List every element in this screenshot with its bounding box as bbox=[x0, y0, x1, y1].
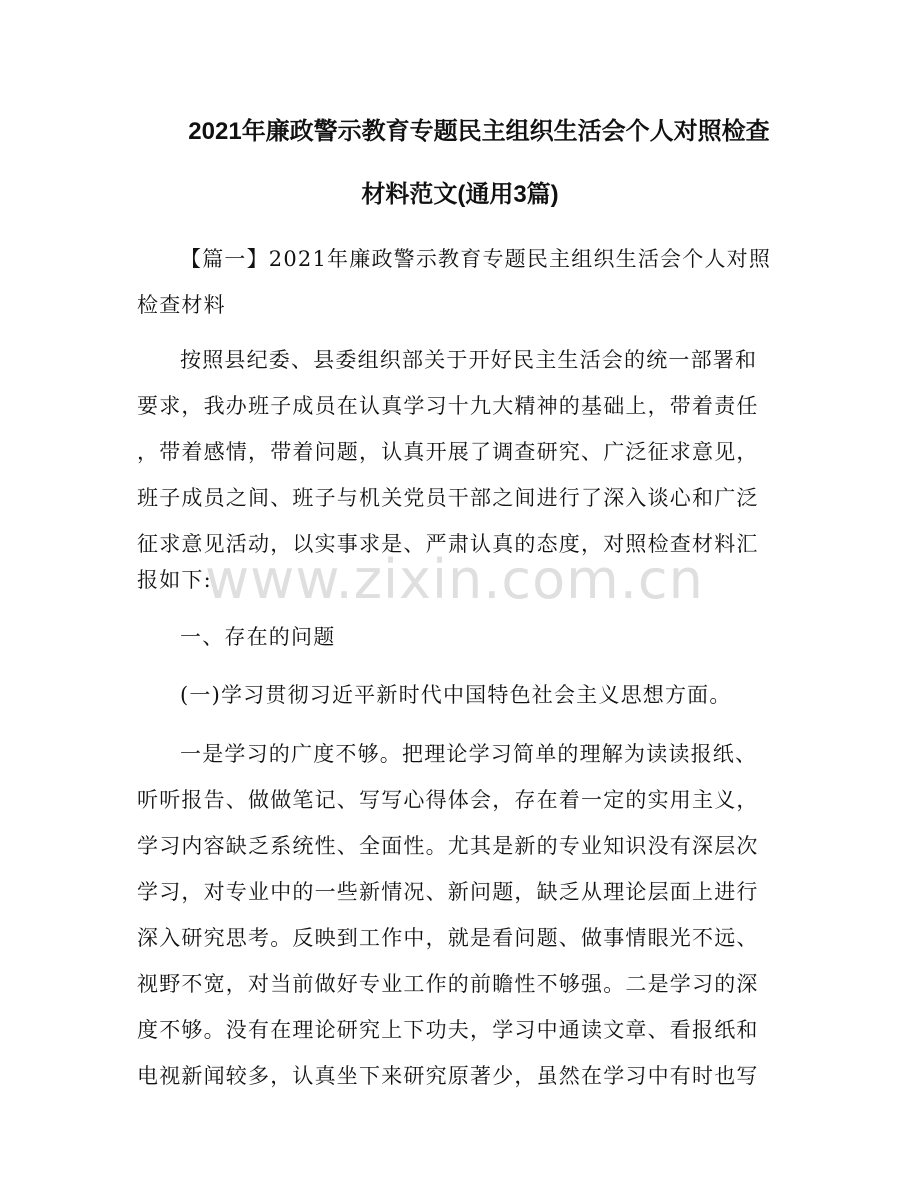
watermark-text: www.zixin.com.cn bbox=[205, 548, 704, 611]
subheading-study: (一)学习贯彻习近平新时代中国特色社会主义思想方面。 bbox=[180, 683, 732, 707]
paragraph-line: ，带着感情，带着问题，认真开展了调查研究、广泛征求意见， bbox=[137, 440, 759, 464]
paragraph-line: 学习内容缺乏系统性、全面性。尤其是新的专业知识没有深层次 bbox=[137, 834, 759, 858]
paragraph-line: 征求意见活动，以实事求是、严肃认真的态度，对照检查材料汇 bbox=[137, 532, 759, 556]
document-title-line-1: 2021年廉政警示教育专题民主组织生活会个人对照检查 bbox=[188, 118, 770, 145]
paragraph-line: 报如下: bbox=[137, 568, 212, 592]
paragraph-line: 深入研究思考。反映到工作中，就是看问题、做事情眼光不远、 bbox=[137, 926, 759, 950]
paragraph-line: 按照县纪委、县委组织部关于开好民主生活会的统一部署和 bbox=[180, 348, 758, 372]
section-heading-line: 【篇一】2021年廉政警示教育专题民主组织生活会个人对照 bbox=[180, 247, 772, 271]
paragraph-line: 要求，我办班子成员在认真学习十九大精神的基础上，带着责任 bbox=[137, 394, 759, 418]
document-title-line-2: 材料范文(通用3篇) bbox=[361, 181, 559, 208]
paragraph-line: 学习，对专业中的一些新情况、新问题，缺乏从理论层面上进行 bbox=[137, 880, 759, 904]
paragraph-line: 度不够。没有在理论研究上下功夫，学习中通读文章、看报纸和 bbox=[137, 1018, 759, 1042]
paragraph-line: 一是学习的广度不够。把理论学习简单的理解为读读报纸、 bbox=[180, 742, 758, 766]
section-heading-line: 检查材料 bbox=[137, 293, 226, 317]
paragraph-line: 视野不宽，对当前做好专业工作的前瞻性不够强。二是学习的深 bbox=[137, 972, 759, 996]
paragraph-line: 听听报告、做做笔记、写写心得体会，存在着一定的实用主义， bbox=[137, 788, 759, 812]
paragraph-line: 电视新闻较多，认真坐下来研究原著少，虽然在学习中有时也写 bbox=[137, 1064, 759, 1088]
paragraph-line: 班子成员之间、班子与机关党员干部之间进行了深入谈心和广泛 bbox=[137, 486, 759, 510]
heading-existing-problems: 一、存在的问题 bbox=[180, 625, 336, 649]
